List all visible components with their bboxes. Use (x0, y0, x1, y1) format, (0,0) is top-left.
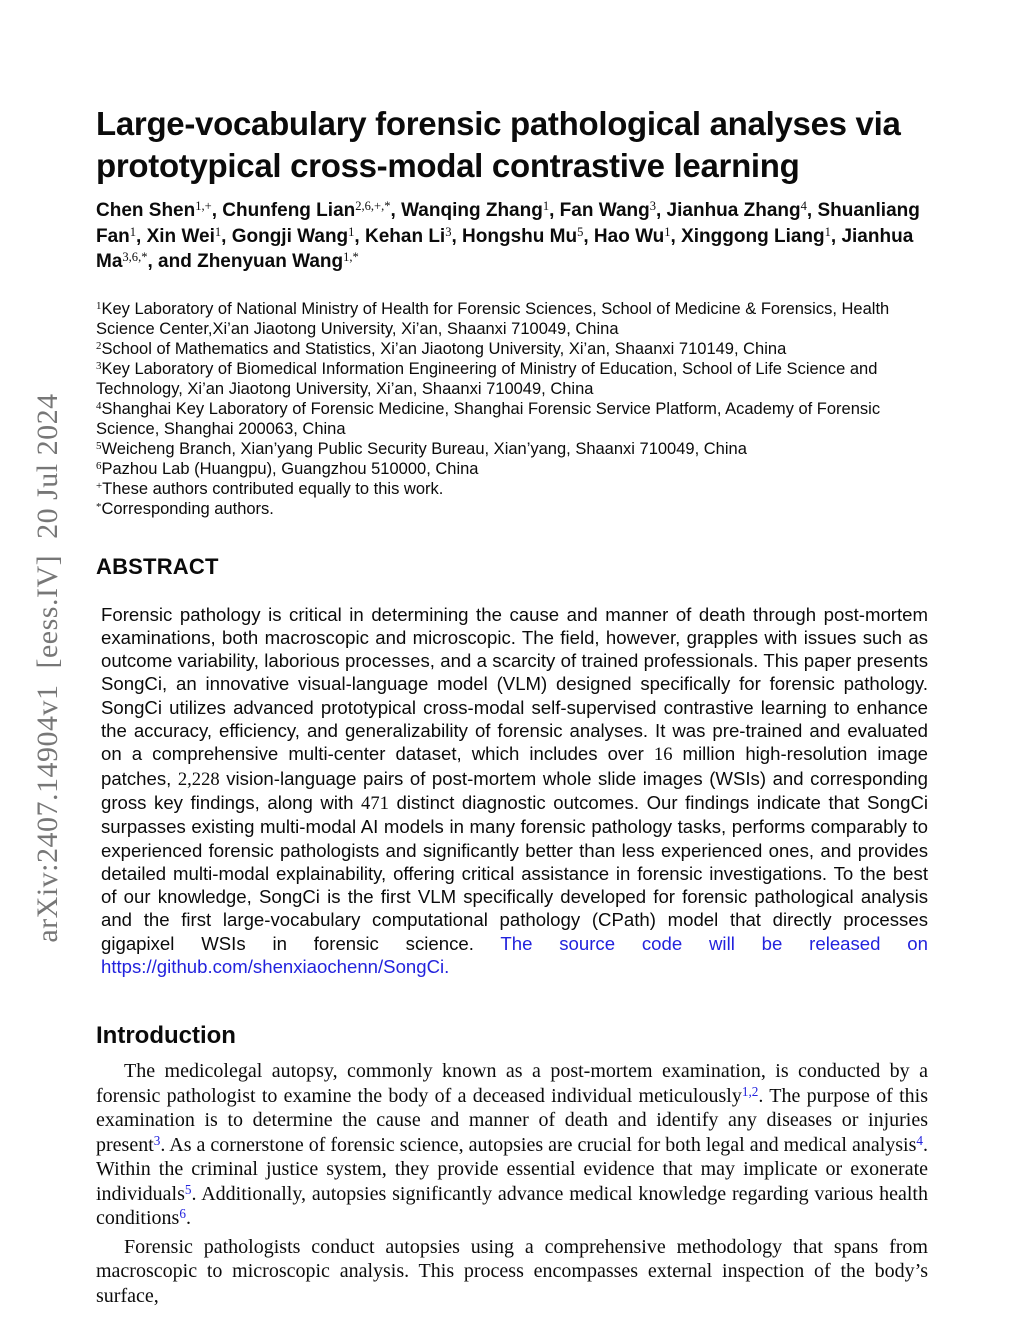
superscript-ref: 5 (96, 440, 102, 453)
text-run: Corresponding authors. (101, 500, 274, 519)
author-name: , Xinggong Liang (670, 225, 825, 247)
author-name: , Jianhua Ma (96, 225, 914, 272)
text-run: million high-resolution image patches, (101, 743, 928, 789)
abstract-text (96, 603, 928, 979)
author-name: , and Zhenyuan Wang (147, 251, 344, 272)
text-run: School of Mathematics and Statistics, Xi’an Jiaotong University, Xi’an, Shaanxi 710149, China (101, 339, 787, 358)
superscript-ref: 3,6,* (122, 250, 148, 265)
superscript-ref: 3 (96, 359, 102, 372)
superscript-ref: 3 (649, 199, 656, 214)
author-name: , Shuanliang Fan (96, 200, 920, 247)
text-run: . Additionally, autopsies significantly advance medical knowledge regarding various health conditions (96, 1182, 928, 1230)
superscript-ref: 1 (824, 224, 831, 239)
superscript-ref: 4 (800, 199, 807, 214)
superscript-ref: 1 (96, 299, 102, 312)
paper-content (96, 103, 928, 1312)
text-run: Forensic pathologists conduct autopsies using a comprehensive methodology that spans from macroscopic to microscopic analysis. This process encompasses external inspection of the body’s surface, (96, 1235, 928, 1307)
citation-superscript[interactable]: 1,2 (741, 1083, 759, 1099)
author-name: , Hongshu Mu (451, 225, 578, 247)
superscript-ref: 3 (445, 224, 452, 239)
superscript-ref: 5 (577, 224, 584, 239)
paper-title-line2: prototypical cross-modal contrastive learning (96, 147, 800, 184)
text-run: distinct diagnostic outcomes. Our findings indicate that SongCi surpasses existing multi-modal AI models in many forensic pathology tasks, performs comparably to experienced forensic pathologists and significantly better than less experienced ones, and provides detailed multi-modal explainability, offering critical assistance in forensic investigations. To the best of our knowledge, SongCi is the first VLM specifically developed for forensic pathological analysis and the first large-vocabulary computational pathology (CPath) model that directly processes gigapixel WSIs in forensic science. (101, 791, 929, 954)
citation-superscript[interactable]: 5 (184, 1181, 192, 1197)
superscript-ref: 1 (664, 224, 671, 239)
arxiv-watermark: arXiv:2407.14904v1 [eess.IV] 20 Jul 2024 (31, 393, 64, 943)
paper-title-line1: Large-vocabulary forensic pathological analyses via (96, 105, 901, 142)
text-run: Pazhou Lab (Huangpu), Guangzhou 510000, China (101, 460, 479, 479)
text-run: Key Laboratory of Biomedical Information Engineering of Ministry of Education, School of Life Science and Technology, Xi’an Jiaotong University, Xi’an, Shaanxi 710049, China (96, 359, 878, 398)
author-name: , Chunfeng Lian (211, 200, 356, 221)
affiliation-list (96, 299, 928, 520)
citation-superscript[interactable]: 3 (153, 1132, 161, 1148)
text-run: . (185, 1207, 191, 1230)
superscript-ref: 2,6,+,* (355, 199, 391, 214)
text-run: Shanghai Key Laboratory of Forensic Medicine, Shanghai Forensic Service Platform, Academy of Forensic Science, Shanghai 200063, China (96, 399, 881, 439)
introduction-heading: Introduction (96, 1022, 236, 1050)
text-run: The medicolegal autopsy, commonly known as a post-mortem examination, is conducted by a forensic pathologist to examine the body of a deceased individual meticulously (96, 1060, 928, 1107)
superscript-ref: 1 (348, 224, 355, 239)
superscript-ref: 1 (129, 224, 137, 239)
text-run: vision-language pairs of post-mortem whole slide images (WSIs) and corresponding gross key findings, along with (101, 767, 928, 813)
superscript-ref: 1 (542, 199, 550, 214)
introduction-paragraph-2 (96, 1235, 928, 1309)
author-name: , Xin Wei (136, 225, 215, 247)
author-name: , Kehan Li (354, 225, 446, 247)
superscript-ref: 1,+ (195, 199, 212, 214)
superscript-ref: + (96, 480, 103, 493)
author-name: Chen Shen (96, 200, 196, 221)
text-run: . Within the criminal justice system, they provide essential evidence that may implicate or exonerate individuals (96, 1133, 928, 1205)
author-name: , Gongji Wang (221, 225, 349, 247)
citation-superscript[interactable]: 4 (916, 1132, 923, 1148)
superscript-ref: * (96, 500, 102, 513)
author-list (96, 198, 928, 275)
author-name: , Fan Wang (549, 200, 650, 221)
introduction-paragraph-1 (96, 1059, 928, 1231)
text-run: . As a cornerstone of forensic science, autopsies are crucial for both legal and medical analysis (160, 1133, 917, 1156)
abstract-heading: ABSTRACT (96, 553, 219, 579)
superscript-ref: 1,* (343, 250, 359, 265)
superscript-ref: 2 (96, 339, 102, 352)
text-run: Forensic pathology is critical in determining the cause and manner of death through post-mortem examinations, both macroscopic and microscopic. The field, however, grapples with issues such as outcome variability, laborious processes, and a scarcity of trained professionals. This paper presents SongCi, an innovative visual-language model (VLM) designed specifically for forensic pathology. SongCi utilizes advanced prototypical cross-modal self-supervised contrastive learning to enhance the accuracy, efficiency, and generalizability of forensic analyses. It was pre-trained and evaluated on a comprehensive multi-center dataset, which includes over (101, 603, 928, 765)
stat-number: 16 (653, 744, 673, 766)
text-run: Key Laboratory of National Ministry of Health for Forensic Sciences, School of Medicine & Forensics, Health Science Center,Xi’an Jiaotong University, Xi’an, Shaanxi 710049, China (96, 299, 890, 338)
author-name: , Hao Wu (583, 225, 665, 247)
stat-number: 2,228 (177, 768, 220, 790)
author-name: , Jianhua Zhang (656, 200, 801, 221)
text-run: Weicheng Branch, Xian’yang Public Security Bureau, Xian’yang, Shaanxi 710049, China (101, 440, 747, 459)
stat-number: 471 (361, 792, 389, 814)
citation-superscript[interactable]: 6 (179, 1206, 186, 1222)
text-run: These authors contributed equally to this work. (102, 480, 444, 499)
superscript-ref: 4 (96, 400, 102, 413)
source-code-link[interactable]: The source code will be released on https://github.com/shenxiaochenn/SongCi. (101, 932, 928, 977)
paper-title (96, 103, 928, 187)
text-run: . The purpose of this examination is to determine the cause and manner of death and identify any diseases or injuries present (96, 1084, 929, 1156)
superscript-ref: 6 (96, 460, 102, 473)
superscript-ref: 1 (214, 224, 222, 239)
author-name: , Wanqing Zhang (390, 200, 543, 221)
